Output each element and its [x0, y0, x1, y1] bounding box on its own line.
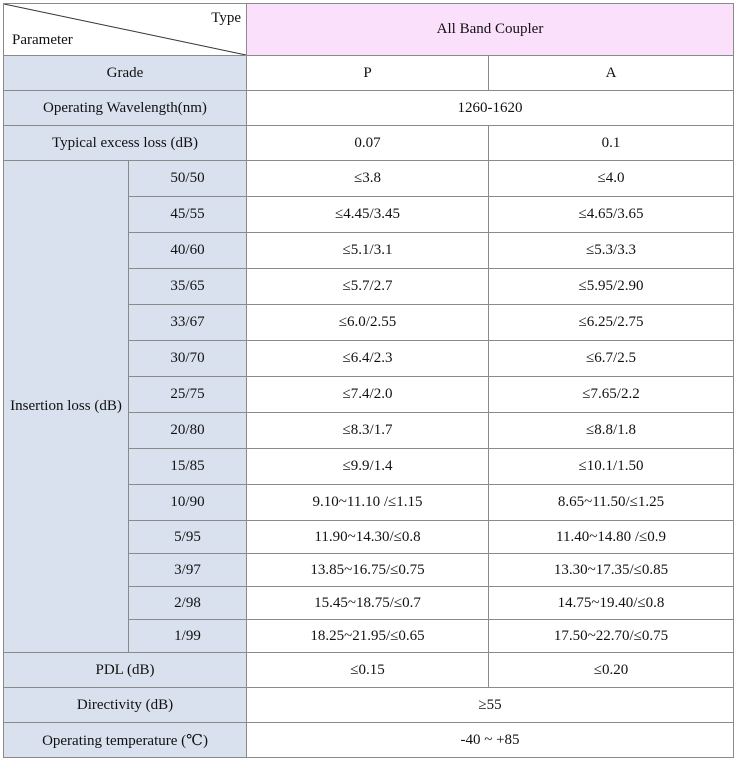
value-a: ≤7.65/2.2 — [489, 377, 734, 413]
value-a: ≤10.1/1.50 — [489, 449, 734, 485]
value-a: ≤4.0 — [489, 161, 734, 197]
ratio-cell: 33/67 — [129, 305, 247, 341]
value-a: ≤6.7/2.5 — [489, 341, 734, 377]
temperature-row — [4, 723, 734, 758]
directivity-row — [4, 688, 734, 723]
value-p: ≤5.1/3.1 — [247, 233, 489, 269]
type-parameter-corner — [4, 4, 247, 56]
value-a: ≤5.3/3.3 — [489, 233, 734, 269]
ratio-cell: 10/90 — [129, 485, 247, 521]
ratio-cell: 5/95 — [129, 521, 247, 554]
wavelength-row — [4, 91, 734, 126]
ratio-cell: 40/60 — [129, 233, 247, 269]
excess-loss-label: Typical excess loss (dB) — [4, 126, 247, 161]
ratio-cell: 3/97 — [129, 554, 247, 587]
directivity-label: Directivity (dB) — [4, 688, 247, 723]
value-p: ≤4.45/3.45 — [247, 197, 489, 233]
ratio-cell: 45/55 — [129, 197, 247, 233]
directivity-value: ≥55 — [247, 688, 734, 723]
value-a: 13.30~17.35/≤0.85 — [489, 554, 734, 587]
value-p: ≤6.4/2.3 — [247, 341, 489, 377]
ratio-cell: 35/65 — [129, 269, 247, 305]
value-p: ≤7.4/2.0 — [247, 377, 489, 413]
pdl-label: PDL (dB) — [4, 653, 247, 688]
value-p: 11.90~14.30/≤0.8 — [247, 521, 489, 554]
type-label: Type — [211, 10, 241, 26]
grade-p: P — [247, 56, 489, 91]
value-p: ≤8.3/1.7 — [247, 413, 489, 449]
value-a: 17.50~22.70/≤0.75 — [489, 620, 734, 653]
value-a: ≤6.25/2.75 — [489, 305, 734, 341]
excess-loss-row — [4, 126, 734, 161]
value-a: 11.40~14.80 /≤0.9 — [489, 521, 734, 554]
temperature-label: Operating temperature (℃) — [4, 723, 247, 758]
ratio-cell: 1/99 — [129, 620, 247, 653]
grade-row — [4, 56, 734, 91]
grade-label: Grade — [4, 56, 247, 91]
ratio-cell: 25/75 — [129, 377, 247, 413]
wavelength-value: 1260-1620 — [247, 91, 734, 126]
value-p: ≤3.8 — [247, 161, 489, 197]
value-p: 15.45~18.75/≤0.7 — [247, 587, 489, 620]
value-a: 8.65~11.50/≤1.25 — [489, 485, 734, 521]
ratio-cell: 15/85 — [129, 449, 247, 485]
wavelength-label: Operating Wavelength(nm) — [4, 91, 247, 126]
value-a: ≤5.95/2.90 — [489, 269, 734, 305]
pdl-p: ≤0.15 — [247, 653, 489, 688]
value-p: ≤9.9/1.4 — [247, 449, 489, 485]
product-header: All Band Coupler — [247, 4, 734, 56]
grade-a: A — [489, 56, 734, 91]
value-p: 18.25~21.95/≤0.65 — [247, 620, 489, 653]
parameter-label: Parameter — [12, 32, 73, 48]
value-a: ≤8.8/1.8 — [489, 413, 734, 449]
value-p: 9.10~11.10 /≤1.15 — [247, 485, 489, 521]
value-p: 13.85~16.75/≤0.75 — [247, 554, 489, 587]
value-p: ≤6.0/2.55 — [247, 305, 489, 341]
ratio-cell: 50/50 — [129, 161, 247, 197]
insertion-loss-label: Insertion loss (dB) — [4, 161, 129, 653]
ratio-cell: 30/70 — [129, 341, 247, 377]
value-p: ≤5.7/2.7 — [247, 269, 489, 305]
spec-table — [3, 3, 734, 758]
table-row — [4, 161, 734, 197]
ratio-cell: 20/80 — [129, 413, 247, 449]
header-row — [4, 4, 734, 56]
temperature-value: -40 ~ +85 — [247, 723, 734, 758]
excess-loss-p: 0.07 — [247, 126, 489, 161]
value-a: 14.75~19.40/≤0.8 — [489, 587, 734, 620]
excess-loss-a: 0.1 — [489, 126, 734, 161]
ratio-cell: 2/98 — [129, 587, 247, 620]
value-a: ≤4.65/3.65 — [489, 197, 734, 233]
pdl-row — [4, 653, 734, 688]
pdl-a: ≤0.20 — [489, 653, 734, 688]
